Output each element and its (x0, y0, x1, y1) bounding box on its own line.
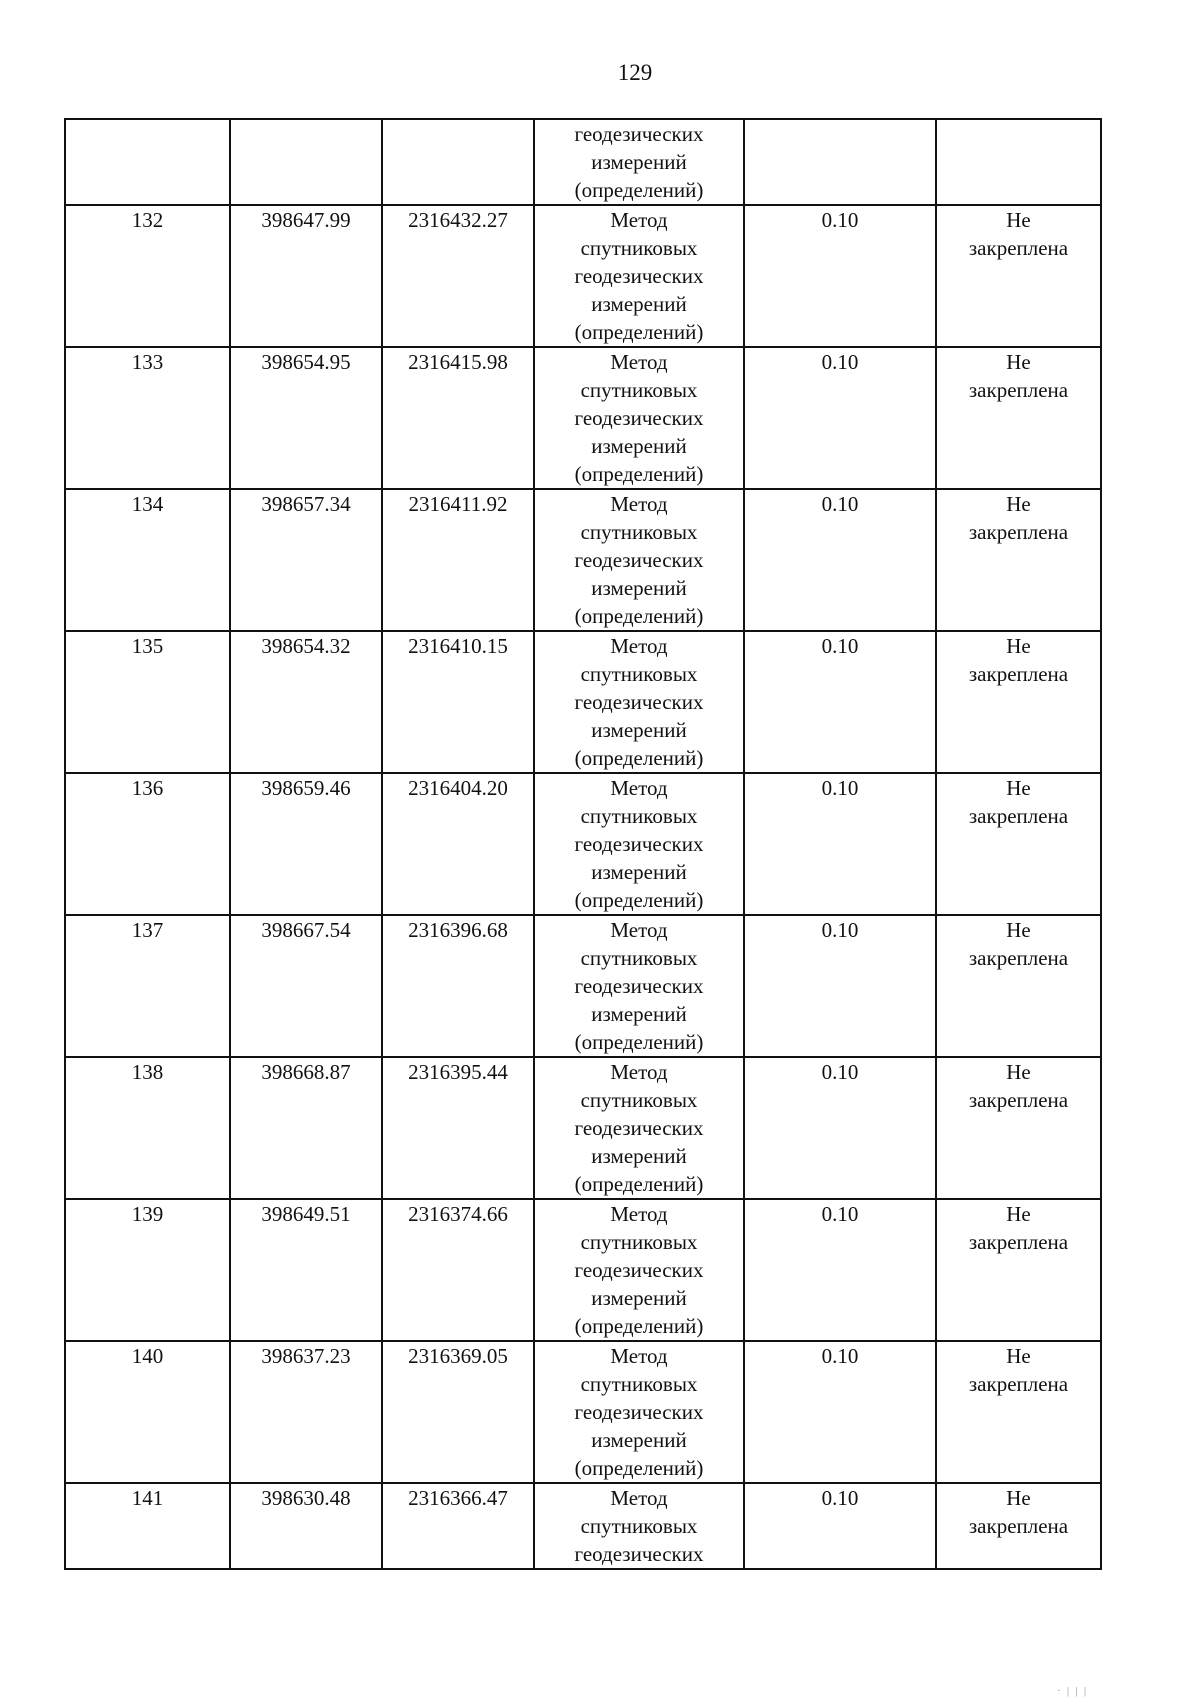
cell-method (534, 773, 744, 915)
method-line: геодезических (574, 1542, 704, 1566)
cell-accuracy: 0.10 (744, 489, 936, 631)
cell-fixing (936, 631, 1101, 773)
fixing-line: Не (1006, 1486, 1031, 1510)
cell-y-coordinate: 2316369.05 (382, 1341, 534, 1483)
cell-accuracy: 0.10 (744, 631, 936, 773)
cell-x-coordinate: 398654.32 (230, 631, 382, 773)
cell-fixing (936, 1483, 1101, 1569)
cell-y-coordinate: 2316404.20 (382, 773, 534, 915)
cell-fixing (936, 119, 1101, 205)
method-line: спутниковых (580, 1230, 698, 1254)
method-line: Метод (610, 1344, 668, 1368)
method-line: Метод (610, 1202, 668, 1226)
fixing-line: закреплена (968, 236, 1069, 260)
method-line: геодезических (574, 1258, 704, 1282)
method-line: (определений) (574, 1030, 704, 1054)
method-line: Метод (610, 918, 668, 942)
method-line: (определений) (574, 462, 704, 486)
cell-method (534, 1199, 744, 1341)
cell-method (534, 631, 744, 773)
cell-fixing (936, 489, 1101, 631)
cell-x-coordinate (230, 119, 382, 205)
coordinates-table-body (65, 119, 1101, 1569)
fixing-line: Не (1006, 634, 1031, 658)
cell-x-coordinate: 398657.34 (230, 489, 382, 631)
fixing-line: Не (1006, 918, 1031, 942)
fixing-line: закреплена (968, 1230, 1069, 1254)
cell-accuracy: 0.10 (744, 773, 936, 915)
method-line: измерений (591, 1002, 687, 1026)
cell-fixing (936, 773, 1101, 915)
cell-accuracy (744, 119, 936, 205)
cell-y-coordinate (382, 119, 534, 205)
method-line: Метод (610, 634, 668, 658)
cell-point-number: 136 (65, 773, 230, 915)
cell-y-coordinate: 2316374.66 (382, 1199, 534, 1341)
cell-point-number: 133 (65, 347, 230, 489)
cell-accuracy: 0.10 (744, 347, 936, 489)
fixing-line: закреплена (968, 520, 1069, 544)
fixing-line: Не (1006, 776, 1031, 800)
page-number: 129 (617, 60, 653, 85)
fixing-line: закреплена (968, 662, 1069, 686)
method-line: измерений (591, 1286, 687, 1310)
table-row (65, 205, 1101, 347)
method-line: спутниковых (580, 804, 698, 828)
method-line: геодезических (574, 690, 704, 714)
cell-method (534, 915, 744, 1057)
cell-accuracy: 0.10 (744, 1341, 936, 1483)
cell-point-number: 134 (65, 489, 230, 631)
cell-y-coordinate: 2316395.44 (382, 1057, 534, 1199)
table-row (65, 1341, 1101, 1483)
method-line: спутниковых (580, 1088, 698, 1112)
cell-fixing (936, 1341, 1101, 1483)
method-line: измерений (591, 1144, 687, 1168)
method-line: измерений (591, 292, 687, 316)
cell-point-number: 138 (65, 1057, 230, 1199)
method-line: спутниковых (580, 1372, 698, 1396)
method-line: (определений) (574, 1172, 704, 1196)
fixing-line: закреплена (968, 1372, 1069, 1396)
fixing-line: Не (1006, 492, 1031, 516)
cell-point-number: 139 (65, 1199, 230, 1341)
cell-x-coordinate: 398630.48 (230, 1483, 382, 1569)
fixing-line: Не (1006, 1202, 1031, 1226)
method-line: геодезических (574, 264, 704, 288)
cell-fixing (936, 347, 1101, 489)
cell-method (534, 347, 744, 489)
cell-method (534, 1057, 744, 1199)
method-line: измерений (591, 718, 687, 742)
method-line: измерений (591, 150, 687, 174)
cell-x-coordinate: 398654.95 (230, 347, 382, 489)
method-line: (определений) (574, 604, 704, 628)
table-row (65, 773, 1101, 915)
cell-point-number: 137 (65, 915, 230, 1057)
method-line: (определений) (574, 320, 704, 344)
fixing-line: закреплена (968, 1514, 1069, 1538)
method-line: геодезических (574, 122, 704, 146)
method-line: (определений) (574, 746, 704, 770)
cell-accuracy: 0.10 (744, 205, 936, 347)
fixing-line: Не (1006, 350, 1031, 374)
method-line: (определений) (574, 1456, 704, 1480)
table-row-continued (65, 119, 1101, 205)
cell-method (534, 1483, 744, 1569)
cell-x-coordinate: 398668.87 (230, 1057, 382, 1199)
cell-y-coordinate: 2316415.98 (382, 347, 534, 489)
method-line: (определений) (574, 1314, 704, 1338)
cell-y-coordinate: 2316411.92 (382, 489, 534, 631)
method-line: Метод (610, 208, 668, 232)
cell-accuracy: 0.10 (744, 1483, 936, 1569)
cell-y-coordinate: 2316432.27 (382, 205, 534, 347)
coordinates-table (64, 118, 1102, 1570)
method-line: Метод (610, 1486, 668, 1510)
method-line: спутниковых (580, 946, 698, 970)
method-line: (определений) (574, 888, 704, 912)
table-row (65, 1057, 1101, 1199)
table-row (65, 631, 1101, 773)
cell-fixing (936, 205, 1101, 347)
method-line: Метод (610, 350, 668, 374)
cell-point-number (65, 119, 230, 205)
fixing-line: закреплена (968, 378, 1069, 402)
cell-fixing (936, 1057, 1101, 1199)
fixing-line: закреплена (968, 804, 1069, 828)
method-line: (определений) (574, 178, 704, 202)
method-line: спутниковых (580, 236, 698, 260)
cell-y-coordinate: 2316366.47 (382, 1483, 534, 1569)
method-line: геодезических (574, 548, 704, 572)
cell-x-coordinate: 398637.23 (230, 1341, 382, 1483)
table-row (65, 1199, 1101, 1341)
table-row (65, 489, 1101, 631)
cell-method (534, 489, 744, 631)
method-line: спутниковых (580, 378, 698, 402)
fixing-line: Не (1006, 208, 1031, 232)
fixing-line: Не (1006, 1060, 1031, 1084)
cell-y-coordinate: 2316410.15 (382, 631, 534, 773)
cell-fixing (936, 915, 1101, 1057)
cell-method (534, 205, 744, 347)
cell-point-number: 140 (65, 1341, 230, 1483)
method-line: геодезических (574, 832, 704, 856)
fixing-line: закреплена (968, 946, 1069, 970)
table-row (65, 347, 1101, 489)
method-line: спутниковых (580, 662, 698, 686)
cell-x-coordinate: 398667.54 (230, 915, 382, 1057)
cell-y-coordinate: 2316396.68 (382, 915, 534, 1057)
fixing-line: Не (1006, 1344, 1031, 1368)
cell-method (534, 119, 744, 205)
cell-accuracy: 0.10 (744, 1199, 936, 1341)
cell-x-coordinate: 398647.99 (230, 205, 382, 347)
cell-point-number: 141 (65, 1483, 230, 1569)
method-line: измерений (591, 860, 687, 884)
fixing-line: закреплена (968, 1088, 1069, 1112)
cell-point-number: 132 (65, 205, 230, 347)
method-line: геодезических (574, 974, 704, 998)
table-row (65, 915, 1101, 1057)
method-line: Метод (610, 492, 668, 516)
cell-accuracy: 0.10 (744, 915, 936, 1057)
method-line: измерений (591, 1428, 687, 1452)
method-line: геодезических (574, 406, 704, 430)
cell-fixing (936, 1199, 1101, 1341)
scan-artifact: · | | | (1057, 1686, 1088, 1697)
method-line: спутниковых (580, 520, 698, 544)
method-line: геодезических (574, 1400, 704, 1424)
cell-point-number: 135 (65, 631, 230, 773)
method-line: геодезических (574, 1116, 704, 1140)
method-line: Метод (610, 1060, 668, 1084)
method-line: измерений (591, 576, 687, 600)
cell-method (534, 1341, 744, 1483)
cell-accuracy: 0.10 (744, 1057, 936, 1199)
cell-x-coordinate: 398649.51 (230, 1199, 382, 1341)
method-line: измерений (591, 434, 687, 458)
table-row (65, 1483, 1101, 1569)
method-line: спутниковых (580, 1514, 698, 1538)
method-line: Метод (610, 776, 668, 800)
cell-x-coordinate: 398659.46 (230, 773, 382, 915)
